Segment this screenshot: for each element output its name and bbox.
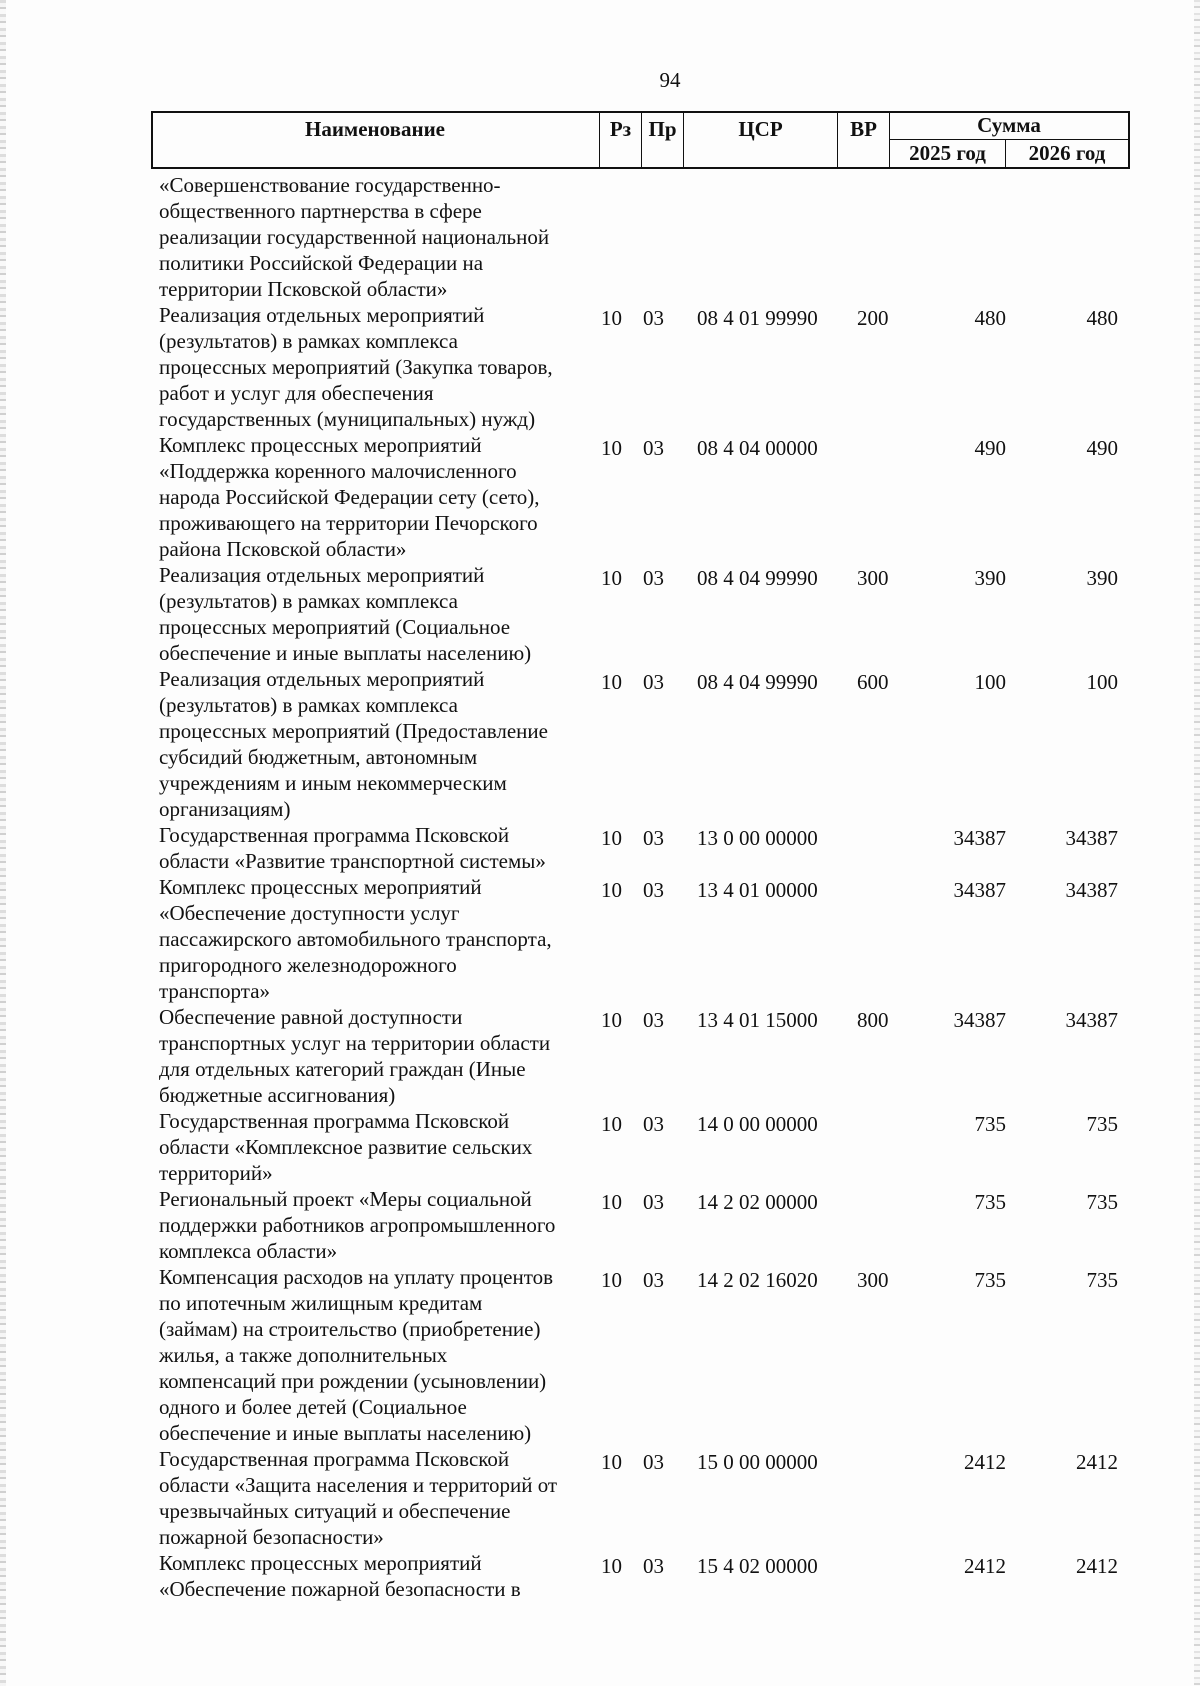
row-sum-2026: 34387 xyxy=(1065,878,1118,902)
row-name: Реализация отдельных мероприятий (результатов) в рамках комплекса процессных мероприятий (Закупка товаров, работ и услуг для обеспечения государственных (муниципальных) нужд) xyxy=(159,303,553,431)
row-csr: 14 0 00 00000 xyxy=(697,1112,818,1136)
row-rz: 10 xyxy=(601,436,622,460)
row-rz: 10 xyxy=(601,1112,622,1136)
row-pr: 03 xyxy=(643,826,664,850)
row-pr: 03 xyxy=(643,1190,664,1214)
table-row xyxy=(0,822,1200,874)
row-sum-2025: 735 xyxy=(974,1190,1006,1214)
row-csr: 14 2 02 16020 xyxy=(697,1268,818,1292)
row-name: Региональный проект «Меры социальной поддержки работников агропромышленного комплекса области» xyxy=(159,1187,556,1263)
row-name: Комплекс процессных мероприятий «Обеспечение доступности услуг пассажирского автомобильного транспорта, пригородного железнодорожного транспорта» xyxy=(159,875,552,1003)
row-sum-2026: 490 xyxy=(1086,436,1118,460)
row-sum-2026: 34387 xyxy=(1065,1008,1118,1032)
row-pr: 03 xyxy=(643,878,664,902)
row-sum-2025: 490 xyxy=(974,436,1006,460)
table-row xyxy=(0,874,1200,1004)
row-sum-2026: 735 xyxy=(1086,1268,1118,1292)
page-number: 94 xyxy=(659,68,681,92)
row-pr: 03 xyxy=(643,1268,664,1292)
row-rz: 10 xyxy=(601,1190,622,1214)
table-row xyxy=(0,432,1200,562)
table-row xyxy=(0,1108,1200,1186)
row-pr: 03 xyxy=(643,1450,664,1474)
row-csr: 08 4 04 00000 xyxy=(697,436,818,460)
row-sum-2026: 2412 xyxy=(1076,1450,1118,1474)
row-name: Комплекс процессных мероприятий «Обеспечение пожарной безопасности в xyxy=(159,1551,521,1601)
row-name: Государственная программа Псковской области «Защита населения и территорий от чрезвычайных ситуаций и обеспечение пожарной безопасности» xyxy=(159,1447,558,1549)
row-name: «Совершенствование государственно- общественного партнерства в сфере реализации государственной национальной политики Российской Федерации на территории Псковской области» xyxy=(159,173,550,301)
row-rz: 10 xyxy=(601,566,622,590)
table-row xyxy=(0,1550,1200,1602)
row-name: Обеспечение равной доступности транспортных услуг на территории области для отдельных категорий граждан (Иные бюджетные ассигнования) xyxy=(159,1005,551,1107)
table-row xyxy=(0,1446,1200,1550)
row-csr: 13 0 00 00000 xyxy=(697,826,818,850)
row-name: Реализация отдельных мероприятий (результатов) в рамках комплекса процессных мероприятий (Предоставление субсидий бюджетным, автономным учреждениям и иным некоммерческим организациям) xyxy=(159,667,548,821)
row-sum-2025: 34387 xyxy=(953,878,1006,902)
row-sum-2025: 390 xyxy=(974,566,1006,590)
row-rz: 10 xyxy=(601,1450,622,1474)
row-rz: 10 xyxy=(601,1008,622,1032)
row-name: Государственная программа Псковской области «Комплексное развитие сельских территорий» xyxy=(159,1109,533,1185)
row-sum-2025: 2412 xyxy=(964,1450,1006,1474)
row-sum-2026: 100 xyxy=(1086,670,1118,694)
row-name: Комплекс процессных мероприятий «Поддержка коренного малочисленного народа Российской Федерации сету (сето), проживающего на территории Печорского района Псковской области» xyxy=(159,433,540,561)
row-pr: 03 xyxy=(643,436,664,460)
row-sum-2026: 390 xyxy=(1086,566,1118,590)
row-sum-2026: 735 xyxy=(1086,1112,1118,1136)
row-rz: 10 xyxy=(601,1554,622,1578)
header-2026: 2026 год xyxy=(1028,141,1106,165)
row-rz: 10 xyxy=(601,878,622,902)
row-csr: 15 0 00 00000 xyxy=(697,1450,818,1474)
row-pr: 03 xyxy=(643,1554,664,1578)
row-vr: 800 xyxy=(857,1008,889,1032)
table-header xyxy=(151,111,1130,169)
header-name: Наименование xyxy=(151,111,600,167)
row-sum-2026: 480 xyxy=(1086,306,1118,330)
row-csr: 15 4 02 00000 xyxy=(697,1554,818,1578)
row-csr: 13 4 01 15000 xyxy=(697,1008,818,1032)
row-sum-2025: 100 xyxy=(974,670,1006,694)
header-vr: ВР xyxy=(838,111,890,167)
row-sum-2026: 34387 xyxy=(1065,826,1118,850)
row-vr: 600 xyxy=(857,670,889,694)
row-csr: 14 2 02 00000 xyxy=(697,1190,818,1214)
table-row xyxy=(0,1186,1200,1264)
row-csr: 08 4 04 99990 xyxy=(697,566,818,590)
row-sum-2025: 34387 xyxy=(953,1008,1006,1032)
row-pr: 03 xyxy=(643,1112,664,1136)
header-rz: Рз xyxy=(600,111,642,167)
table-row xyxy=(0,302,1200,432)
row-pr: 03 xyxy=(643,306,664,330)
table-row xyxy=(0,666,1200,822)
row-pr: 03 xyxy=(643,670,664,694)
row-pr: 03 xyxy=(643,1008,664,1032)
row-sum-2026: 735 xyxy=(1086,1190,1118,1214)
table-row xyxy=(0,1004,1200,1108)
row-name: Реализация отдельных мероприятий (результатов) в рамках комплекса процессных мероприятий (Социальное обеспечение и иные выплаты населению) xyxy=(159,563,532,665)
header-2025: 2025 год xyxy=(890,139,1006,167)
header-pr: Пр xyxy=(642,111,684,167)
row-sum-2025: 2412 xyxy=(964,1554,1006,1578)
row-sum-2025: 735 xyxy=(974,1268,1006,1292)
row-pr: 03 xyxy=(643,566,664,590)
row-vr: 300 xyxy=(857,566,889,590)
row-sum-2026: 2412 xyxy=(1076,1554,1118,1578)
row-rz: 10 xyxy=(601,1268,622,1292)
row-csr: 08 4 01 99990 xyxy=(697,306,818,330)
row-name: Компенсация расходов на уплату процентов по ипотечным жилищным кредитам (займам) на строительство (приобретение) жилья, а также дополнительных компенсаций при рождении (усыновлении) одного и более детей (Социальное обеспечение и иные выплаты населению) xyxy=(159,1265,554,1445)
row-csr: 13 4 01 00000 xyxy=(697,878,818,902)
header-sum: Сумма xyxy=(890,111,1128,140)
row-vr: 200 xyxy=(857,306,889,330)
row-name: Государственная программа Псковской области «Развитие транспортной системы» xyxy=(159,823,546,873)
row-csr: 08 4 04 99990 xyxy=(697,670,818,694)
header-csr: ЦСР xyxy=(684,111,838,167)
row-rz: 10 xyxy=(601,826,622,850)
table-body xyxy=(0,172,1200,1602)
row-sum-2025: 735 xyxy=(974,1112,1006,1136)
row-rz: 10 xyxy=(601,670,622,694)
table-row xyxy=(0,562,1200,666)
row-sum-2025: 480 xyxy=(974,306,1006,330)
table-row xyxy=(0,1264,1200,1446)
row-rz: 10 xyxy=(601,306,622,330)
table-row xyxy=(0,172,1200,302)
row-vr: 300 xyxy=(857,1268,889,1292)
row-sum-2025: 34387 xyxy=(953,826,1006,850)
